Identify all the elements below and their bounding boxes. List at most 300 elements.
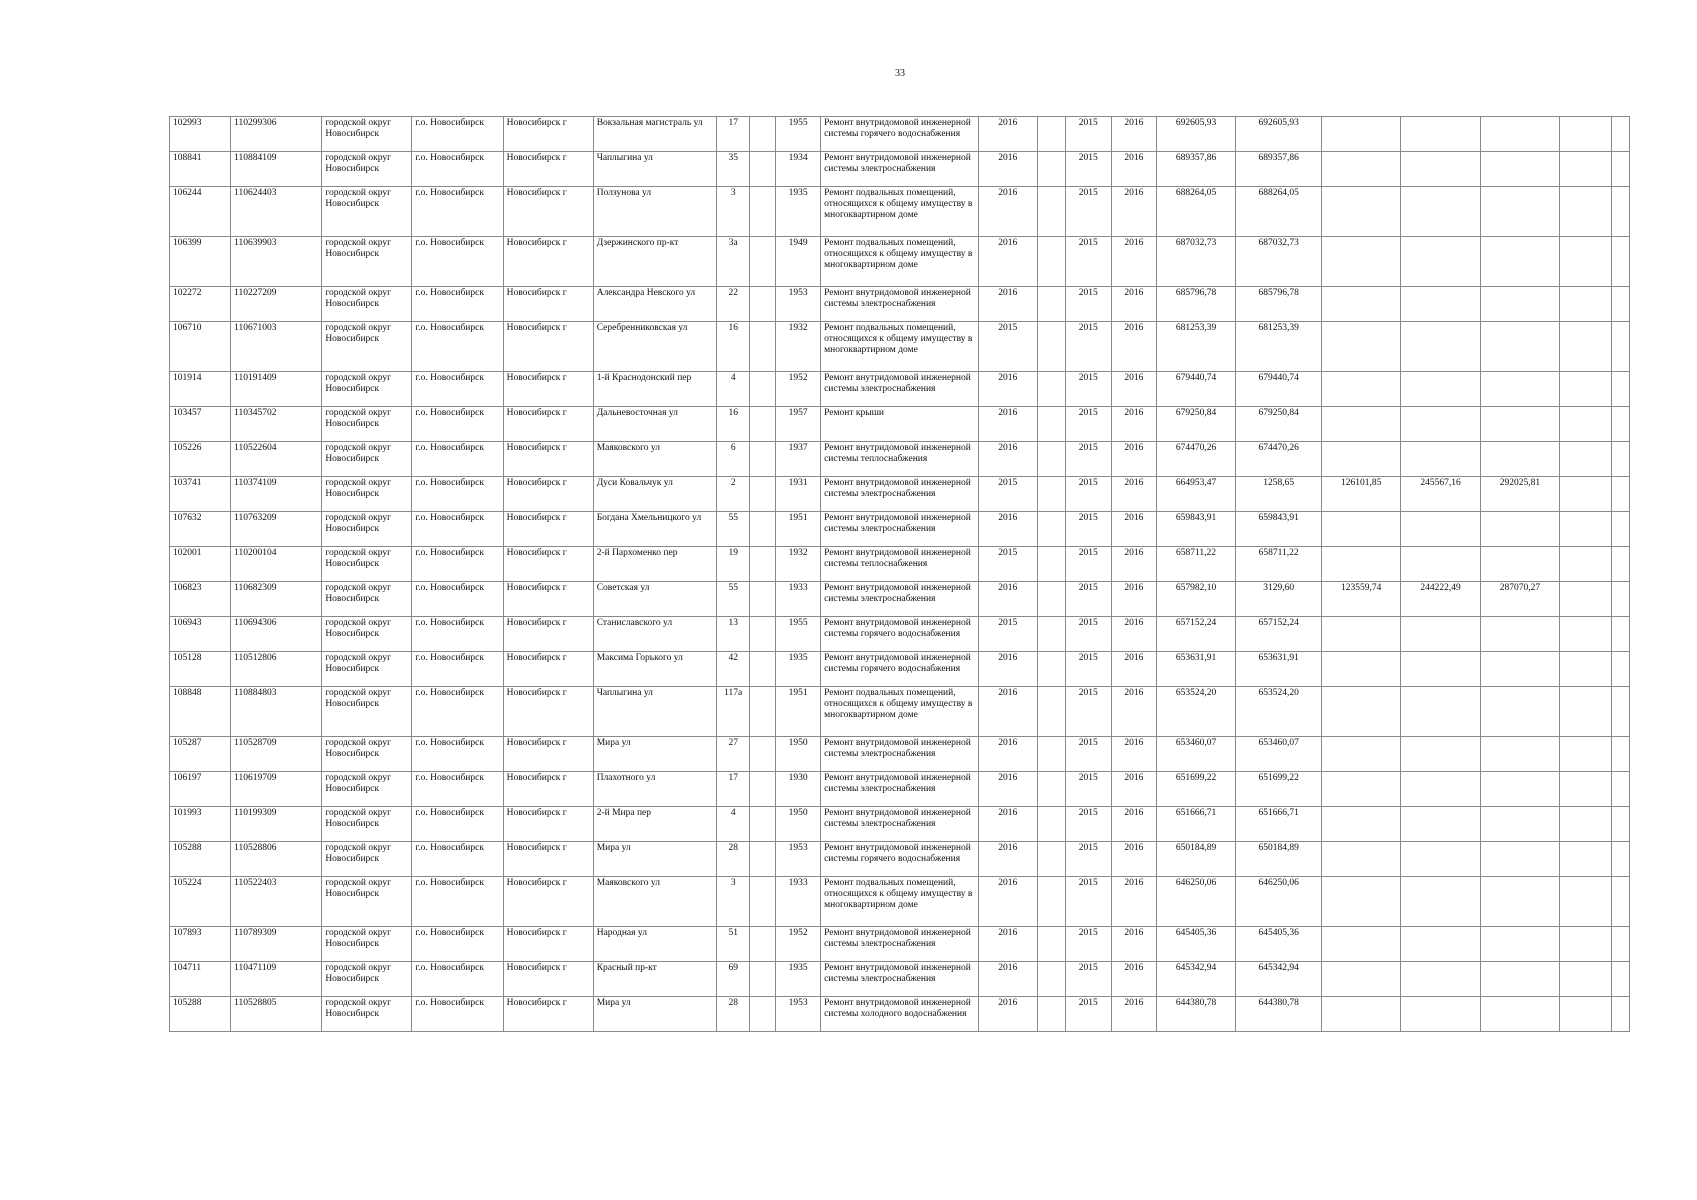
cell-build-year: 1933 <box>776 582 821 617</box>
cell-plan-year: 2016 <box>978 582 1037 617</box>
cell-build-year: 1951 <box>776 512 821 547</box>
cell-building <box>750 842 776 877</box>
cell-build-year: 1934 <box>776 152 821 187</box>
cell-cost-part-6 <box>1611 287 1629 322</box>
cell-plan-year: 2015 <box>978 477 1037 512</box>
cell-work-type: Ремонт подвальных помещений, относящихся к общему имуществу в многоквартирном доме <box>821 687 979 737</box>
cell-start-year: 2015 <box>1065 237 1111 287</box>
table-row <box>170 477 1630 512</box>
cell-cost-part-2 <box>1322 617 1401 652</box>
cell-cost-part-4 <box>1480 407 1559 442</box>
cell-settlement: Новосибирск г <box>503 617 593 652</box>
cell-street: 1-й Краснодонский пер <box>593 372 716 407</box>
cell-house-code: 110471109 <box>231 962 322 997</box>
cell-work-type: Ремонт крыши <box>821 407 979 442</box>
cell-cost-part-4 <box>1480 772 1559 807</box>
cell-extra <box>1037 772 1065 807</box>
cell-cost-part-6 <box>1611 927 1629 962</box>
cell-cost-part-5 <box>1560 322 1611 372</box>
cell-settlement: Новосибирск г <box>503 322 593 372</box>
cell-extra <box>1037 807 1065 842</box>
cell-total-cost: 645342,94 <box>1156 962 1235 997</box>
cell-municipal-short: г.о. Новосибирск <box>412 927 503 962</box>
cell-settlement: Новосибирск г <box>503 962 593 997</box>
cell-plan-year: 2016 <box>978 737 1037 772</box>
cell-cost-part-5 <box>1560 737 1611 772</box>
cell-municipality: городской округ Новосибирск <box>322 442 412 477</box>
cell-cost-part-1: 689357,86 <box>1236 152 1322 187</box>
cell-extra <box>1037 737 1065 772</box>
cell-total-cost: 664953,47 <box>1156 477 1235 512</box>
cell-cost-part-1: 679250,84 <box>1236 407 1322 442</box>
cell-house-number: 16 <box>717 407 750 442</box>
cell-cost-part-6 <box>1611 407 1629 442</box>
cell-cost-part-6 <box>1611 117 1629 152</box>
cell-cost-part-4 <box>1480 152 1559 187</box>
cell-plan-year: 2016 <box>978 962 1037 997</box>
cell-municipal-short: г.о. Новосибирск <box>412 372 503 407</box>
cell-municipality: городской округ Новосибирск <box>322 772 412 807</box>
cell-cost-part-3 <box>1401 322 1480 372</box>
cell-settlement: Новосибирск г <box>503 237 593 287</box>
cell-cost-part-6 <box>1611 477 1629 512</box>
cell-end-year: 2016 <box>1111 187 1156 237</box>
cell-house-number: 17 <box>717 117 750 152</box>
cell-work-type: Ремонт подвальных помещений, относящихся к общему имуществу в многоквартирном доме <box>821 322 979 372</box>
cell-cost-part-5 <box>1560 512 1611 547</box>
cell-municipality: городской округ Новосибирск <box>322 997 412 1032</box>
cell-build-year: 1951 <box>776 687 821 737</box>
cell-house-number: 27 <box>717 737 750 772</box>
cell-building <box>750 512 776 547</box>
cell-build-year: 1953 <box>776 842 821 877</box>
cell-build-year: 1931 <box>776 477 821 512</box>
cell-cost-part-1: 3129,60 <box>1236 582 1322 617</box>
cell-cost-part-3 <box>1401 652 1480 687</box>
cell-municipal-short: г.о. Новосибирск <box>412 547 503 582</box>
cell-total-cost: 644380,78 <box>1156 997 1235 1032</box>
cell-municipality: городской округ Новосибирск <box>322 117 412 152</box>
cell-cost-part-5 <box>1560 372 1611 407</box>
cell-total-cost: 688264,05 <box>1156 187 1235 237</box>
cell-work-type: Ремонт внутридомовой инженерной системы электроснабжения <box>821 737 979 772</box>
cell-cost-part-3: 245567,16 <box>1401 477 1480 512</box>
cell-cost-part-4: 287070,27 <box>1480 582 1559 617</box>
cell-total-cost: 651699,22 <box>1156 772 1235 807</box>
cell-build-year: 1952 <box>776 927 821 962</box>
table-row <box>170 582 1630 617</box>
cell-extra <box>1037 152 1065 187</box>
cell-street: Чаплыгина ул <box>593 152 716 187</box>
cell-street: Станиславского ул <box>593 617 716 652</box>
table-row <box>170 322 1630 372</box>
cell-cost-part-4 <box>1480 237 1559 287</box>
table-row <box>170 652 1630 687</box>
cell-work-type: Ремонт внутридомовой инженерной системы электроснабжения <box>821 512 979 547</box>
cell-settlement: Новосибирск г <box>503 187 593 237</box>
cell-build-year: 1950 <box>776 807 821 842</box>
cell-start-year: 2015 <box>1065 772 1111 807</box>
cell-cost-part-5 <box>1560 927 1611 962</box>
cell-house-code: 110682309 <box>231 582 322 617</box>
cell-cost-part-2 <box>1322 842 1401 877</box>
cell-cost-part-5 <box>1560 997 1611 1032</box>
cell-record-id: 108841 <box>170 152 231 187</box>
cell-building <box>750 442 776 477</box>
cell-start-year: 2015 <box>1065 927 1111 962</box>
cell-build-year: 1955 <box>776 117 821 152</box>
cell-start-year: 2015 <box>1065 512 1111 547</box>
cell-extra <box>1037 322 1065 372</box>
cell-municipal-short: г.о. Новосибирск <box>412 187 503 237</box>
cell-cost-part-3 <box>1401 877 1480 927</box>
cell-build-year: 1930 <box>776 772 821 807</box>
cell-cost-part-4 <box>1480 737 1559 772</box>
cell-start-year: 2015 <box>1065 477 1111 512</box>
cell-end-year: 2016 <box>1111 322 1156 372</box>
cell-cost-part-1: 687032,73 <box>1236 237 1322 287</box>
cell-cost-part-3 <box>1401 737 1480 772</box>
cell-street: Вокзальная магистраль ул <box>593 117 716 152</box>
cell-record-id: 102272 <box>170 287 231 322</box>
cell-cost-part-3 <box>1401 927 1480 962</box>
cell-cost-part-2 <box>1322 407 1401 442</box>
cell-end-year: 2016 <box>1111 687 1156 737</box>
cell-plan-year: 2016 <box>978 407 1037 442</box>
table-row <box>170 237 1630 287</box>
cell-cost-part-4 <box>1480 807 1559 842</box>
cell-build-year: 1935 <box>776 962 821 997</box>
cell-end-year: 2016 <box>1111 617 1156 652</box>
cell-house-number: 13 <box>717 617 750 652</box>
cell-work-type: Ремонт подвальных помещений, относящихся к общему имуществу в многоквартирном доме <box>821 237 979 287</box>
table-row <box>170 512 1630 547</box>
cell-municipality: городской округ Новосибирск <box>322 187 412 237</box>
cell-plan-year: 2016 <box>978 152 1037 187</box>
cell-municipal-short: г.о. Новосибирск <box>412 477 503 512</box>
cell-plan-year: 2016 <box>978 807 1037 842</box>
cell-house-number: 3 <box>717 187 750 237</box>
cell-house-code: 110522403 <box>231 877 322 927</box>
cell-municipality: городской округ Новосибирск <box>322 687 412 737</box>
cell-start-year: 2015 <box>1065 187 1111 237</box>
cell-municipality: городской округ Новосибирск <box>322 962 412 997</box>
cell-extra <box>1037 372 1065 407</box>
cell-extra <box>1037 962 1065 997</box>
cell-cost-part-3 <box>1401 187 1480 237</box>
cell-municipal-short: г.о. Новосибирск <box>412 582 503 617</box>
cell-work-type: Ремонт внутридомовой инженерной системы холодного водоснабжения <box>821 997 979 1032</box>
cell-house-code: 110299306 <box>231 117 322 152</box>
cell-cost-part-6 <box>1611 237 1629 287</box>
cell-record-id: 106399 <box>170 237 231 287</box>
cell-plan-year: 2016 <box>978 927 1037 962</box>
table-row <box>170 187 1630 237</box>
cell-total-cost: 689357,86 <box>1156 152 1235 187</box>
cell-cost-part-2: 123559,74 <box>1322 582 1401 617</box>
cell-record-id: 101914 <box>170 372 231 407</box>
cell-work-type: Ремонт внутридомовой инженерной системы электроснабжения <box>821 152 979 187</box>
cell-extra <box>1037 187 1065 237</box>
cell-cost-part-3 <box>1401 287 1480 322</box>
cell-cost-part-3 <box>1401 407 1480 442</box>
cell-cost-part-6 <box>1611 772 1629 807</box>
cell-cost-part-2 <box>1322 442 1401 477</box>
cell-extra <box>1037 117 1065 152</box>
cell-settlement: Новосибирск г <box>503 877 593 927</box>
cell-cost-part-1: 645342,94 <box>1236 962 1322 997</box>
cell-start-year: 2015 <box>1065 117 1111 152</box>
cell-building <box>750 117 776 152</box>
table-row <box>170 617 1630 652</box>
cell-municipal-short: г.о. Новосибирск <box>412 877 503 927</box>
cell-start-year: 2015 <box>1065 287 1111 322</box>
page-number: 33 <box>895 68 905 79</box>
cell-settlement: Новосибирск г <box>503 842 593 877</box>
cell-build-year: 1933 <box>776 877 821 927</box>
cell-cost-part-2 <box>1322 807 1401 842</box>
cell-municipality: городской округ Новосибирск <box>322 322 412 372</box>
cell-extra <box>1037 687 1065 737</box>
cell-settlement: Новосибирск г <box>503 737 593 772</box>
cell-record-id: 105288 <box>170 842 231 877</box>
repair-register-table <box>169 116 1630 1032</box>
cell-house-code: 110345702 <box>231 407 322 442</box>
cell-house-number: 4 <box>717 807 750 842</box>
cell-street: 2-й Пархоменко пер <box>593 547 716 582</box>
cell-record-id: 104711 <box>170 962 231 997</box>
cell-municipality: городской округ Новосибирск <box>322 842 412 877</box>
table-row <box>170 737 1630 772</box>
cell-cost-part-1: 653524,20 <box>1236 687 1322 737</box>
cell-house-number: 69 <box>717 962 750 997</box>
cell-build-year: 1955 <box>776 617 821 652</box>
table-row <box>170 117 1630 152</box>
cell-cost-part-2 <box>1322 187 1401 237</box>
cell-end-year: 2016 <box>1111 152 1156 187</box>
cell-cost-part-2 <box>1322 322 1401 372</box>
cell-building <box>750 997 776 1032</box>
cell-start-year: 2015 <box>1065 582 1111 617</box>
cell-house-code: 110694306 <box>231 617 322 652</box>
cell-house-code: 110512806 <box>231 652 322 687</box>
cell-build-year: 1932 <box>776 322 821 372</box>
cell-cost-part-1: 650184,89 <box>1236 842 1322 877</box>
cell-cost-part-4 <box>1480 322 1559 372</box>
cell-cost-part-6 <box>1611 997 1629 1032</box>
cell-build-year: 1949 <box>776 237 821 287</box>
cell-house-number: 55 <box>717 512 750 547</box>
cell-work-type: Ремонт внутридомовой инженерной системы горячего водоснабжения <box>821 652 979 687</box>
cell-cost-part-5 <box>1560 582 1611 617</box>
cell-settlement: Новосибирск г <box>503 512 593 547</box>
cell-municipality: городской округ Новосибирск <box>322 152 412 187</box>
cell-end-year: 2016 <box>1111 442 1156 477</box>
cell-end-year: 2016 <box>1111 237 1156 287</box>
cell-cost-part-6 <box>1611 582 1629 617</box>
cell-work-type: Ремонт внутридомовой инженерной системы электроснабжения <box>821 477 979 512</box>
cell-municipal-short: г.о. Новосибирск <box>412 512 503 547</box>
cell-house-code: 110199309 <box>231 807 322 842</box>
cell-cost-part-6 <box>1611 512 1629 547</box>
cell-plan-year: 2016 <box>978 187 1037 237</box>
cell-street: Дуси Ковальчук ул <box>593 477 716 512</box>
cell-municipality: городской округ Новосибирск <box>322 617 412 652</box>
cell-work-type: Ремонт внутридомовой инженерной системы электроснабжения <box>821 807 979 842</box>
cell-end-year: 2016 <box>1111 372 1156 407</box>
cell-municipality: городской округ Новосибирск <box>322 877 412 927</box>
cell-cost-part-1: 651699,22 <box>1236 772 1322 807</box>
cell-street: Чаплыгина ул <box>593 687 716 737</box>
cell-street: Маяковского ул <box>593 877 716 927</box>
cell-end-year: 2016 <box>1111 927 1156 962</box>
cell-building <box>750 652 776 687</box>
cell-house-code: 110884803 <box>231 687 322 737</box>
cell-municipal-short: г.о. Новосибирск <box>412 152 503 187</box>
cell-plan-year: 2016 <box>978 842 1037 877</box>
cell-record-id: 105224 <box>170 877 231 927</box>
cell-end-year: 2016 <box>1111 997 1156 1032</box>
cell-extra <box>1037 547 1065 582</box>
cell-street: Красный пр-кт <box>593 962 716 997</box>
cell-record-id: 108848 <box>170 687 231 737</box>
cell-cost-part-4: 292025,81 <box>1480 477 1559 512</box>
cell-cost-part-5 <box>1560 287 1611 322</box>
table-body <box>170 117 1630 1032</box>
cell-extra <box>1037 477 1065 512</box>
cell-house-code: 110789309 <box>231 927 322 962</box>
cell-plan-year: 2016 <box>978 772 1037 807</box>
cell-street: Александра Невского ул <box>593 287 716 322</box>
cell-cost-part-5 <box>1560 407 1611 442</box>
cell-work-type: Ремонт внутридомовой инженерной системы электроснабжения <box>821 962 979 997</box>
cell-total-cost: 659843,91 <box>1156 512 1235 547</box>
cell-start-year: 2015 <box>1065 687 1111 737</box>
cell-cost-part-6 <box>1611 737 1629 772</box>
cell-municipal-short: г.о. Новосибирск <box>412 807 503 842</box>
cell-municipal-short: г.о. Новосибирск <box>412 962 503 997</box>
cell-cost-part-2 <box>1322 287 1401 322</box>
cell-end-year: 2016 <box>1111 512 1156 547</box>
cell-total-cost: 692605,93 <box>1156 117 1235 152</box>
cell-building <box>750 372 776 407</box>
table-row <box>170 772 1630 807</box>
cell-house-number: 117а <box>717 687 750 737</box>
cell-cost-part-6 <box>1611 187 1629 237</box>
cell-municipality: городской округ Новосибирск <box>322 477 412 512</box>
cell-cost-part-6 <box>1611 842 1629 877</box>
cell-municipality: городской округ Новосибирск <box>322 547 412 582</box>
cell-settlement: Новосибирск г <box>503 372 593 407</box>
cell-plan-year: 2016 <box>978 512 1037 547</box>
cell-municipality: городской округ Новосибирск <box>322 237 412 287</box>
cell-record-id: 105288 <box>170 997 231 1032</box>
cell-cost-part-1: 659843,91 <box>1236 512 1322 547</box>
cell-settlement: Новосибирск г <box>503 772 593 807</box>
cell-work-type: Ремонт внутридомовой инженерной системы электроснабжения <box>821 582 979 617</box>
cell-municipality: городской округ Новосибирск <box>322 807 412 842</box>
cell-plan-year: 2016 <box>978 287 1037 322</box>
cell-house-code: 110374109 <box>231 477 322 512</box>
table-row <box>170 442 1630 477</box>
cell-total-cost: 658711,22 <box>1156 547 1235 582</box>
cell-settlement: Новосибирск г <box>503 652 593 687</box>
cell-build-year: 1957 <box>776 407 821 442</box>
cell-house-number: 3а <box>717 237 750 287</box>
cell-municipal-short: г.о. Новосибирск <box>412 407 503 442</box>
cell-building <box>750 807 776 842</box>
cell-record-id: 106197 <box>170 772 231 807</box>
cell-municipal-short: г.о. Новосибирск <box>412 442 503 477</box>
table-row <box>170 287 1630 322</box>
cell-build-year: 1950 <box>776 737 821 772</box>
cell-house-code: 110528709 <box>231 737 322 772</box>
cell-cost-part-6 <box>1611 652 1629 687</box>
cell-municipality: городской округ Новосибирск <box>322 652 412 687</box>
cell-cost-part-2 <box>1322 237 1401 287</box>
cell-start-year: 2015 <box>1065 442 1111 477</box>
cell-cost-part-1: 645405,36 <box>1236 927 1322 962</box>
cell-cost-part-5 <box>1560 237 1611 287</box>
cell-build-year: 1935 <box>776 187 821 237</box>
cell-cost-part-5 <box>1560 617 1611 652</box>
cell-municipal-short: г.о. Новосибирск <box>412 737 503 772</box>
cell-house-number: 51 <box>717 927 750 962</box>
cell-municipality: городской округ Новосибирск <box>322 512 412 547</box>
cell-start-year: 2015 <box>1065 322 1111 372</box>
cell-cost-part-4 <box>1480 187 1559 237</box>
cell-cost-part-6 <box>1611 962 1629 997</box>
cell-start-year: 2015 <box>1065 372 1111 407</box>
cell-municipal-short: г.о. Новосибирск <box>412 322 503 372</box>
cell-street: Богдана Хмельницкого ул <box>593 512 716 547</box>
cell-plan-year: 2015 <box>978 322 1037 372</box>
table-row <box>170 927 1630 962</box>
cell-municipal-short: г.о. Новосибирск <box>412 772 503 807</box>
cell-end-year: 2016 <box>1111 807 1156 842</box>
cell-street: 2-й Мира пер <box>593 807 716 842</box>
cell-building <box>750 962 776 997</box>
cell-plan-year: 2016 <box>978 117 1037 152</box>
cell-cost-part-1: 679440,74 <box>1236 372 1322 407</box>
cell-settlement: Новосибирск г <box>503 997 593 1032</box>
cell-work-type: Ремонт внутридомовой инженерной системы электроснабжения <box>821 287 979 322</box>
table-row <box>170 152 1630 187</box>
cell-house-number: 55 <box>717 582 750 617</box>
cell-cost-part-3 <box>1401 512 1480 547</box>
cell-building <box>750 927 776 962</box>
cell-cost-part-3 <box>1401 152 1480 187</box>
cell-cost-part-4 <box>1480 287 1559 322</box>
cell-total-cost: 674470,26 <box>1156 442 1235 477</box>
cell-street: Мира ул <box>593 842 716 877</box>
cell-build-year: 1937 <box>776 442 821 477</box>
cell-cost-part-1: 658711,22 <box>1236 547 1322 582</box>
cell-total-cost: 681253,39 <box>1156 322 1235 372</box>
cell-extra <box>1037 652 1065 687</box>
cell-extra <box>1037 617 1065 652</box>
cell-cost-part-4 <box>1480 652 1559 687</box>
cell-start-year: 2015 <box>1065 877 1111 927</box>
cell-end-year: 2016 <box>1111 962 1156 997</box>
cell-cost-part-4 <box>1480 547 1559 582</box>
cell-house-number: 6 <box>717 442 750 477</box>
cell-cost-part-3: 244222,49 <box>1401 582 1480 617</box>
cell-street: Максима Горького ул <box>593 652 716 687</box>
cell-start-year: 2015 <box>1065 652 1111 687</box>
cell-building <box>750 687 776 737</box>
cell-cost-part-4 <box>1480 117 1559 152</box>
